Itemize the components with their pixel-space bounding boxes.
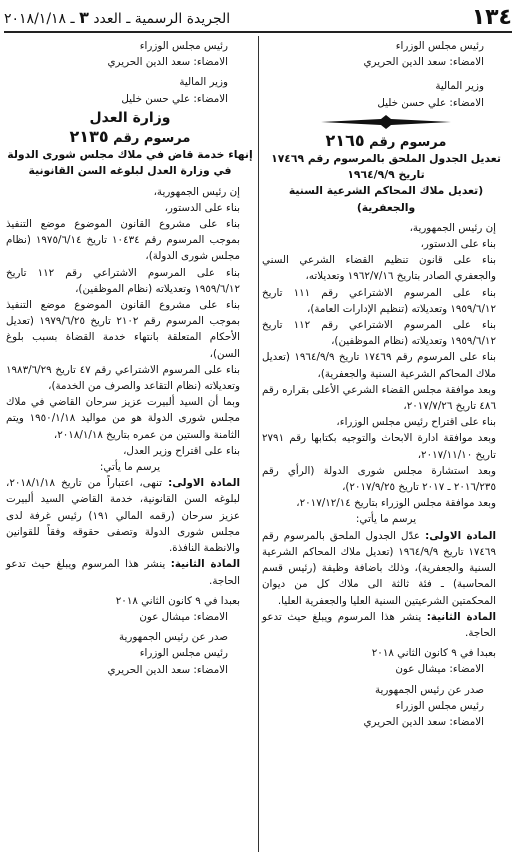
preamble-line: وبما أن السيد ألبيرت عزيز سرحان القاضي في ملاك مجلس شورى الدولة هو من مواليد ١٩٥٠/١/١٨ ويتم الثامنة والستين من عمره بتاريخ ٢٠١٨/١/١٨، bbox=[6, 396, 240, 441]
decree-subject: تاريخ ١٩٦٤/٩/٩ bbox=[347, 168, 425, 182]
preamble-line: بناء على المرسوم الاشتراعي رقم ٤٧ تاريخ ١٩٨٣/٦/٢٩ وتعديلاته (نظام التقاعد والصرف من الخدمة)، bbox=[6, 363, 240, 393]
signature-line: رئيس مجلس الوزراء bbox=[395, 40, 484, 52]
preamble-line: بناء على مشروع القانون الموضوع موضع التنفيذ بموجب المرسوم رقم ١٠٤٣٤ تاريخ ١٩٧٥/٦/١٤ (نظام مجلس شورى الدولة)، bbox=[6, 218, 240, 263]
article-text: تنهى، اعتباراً من تاريخ ٢٠١٨/١/١٨، لبلوغه السن القانونية، خدمة القاضي السيد ألبيرت عزيز سرحان (رقمه المالي ١٩١) رئيس غرفة لدى مجلس شورى الدولة وتصفى حقوقه وفقاً للقوانين والانظمة النافذة. bbox=[6, 477, 240, 555]
ministry-heading: وزارة العدل bbox=[89, 109, 171, 126]
signature-line: صدر عن رئيس الجمهورية bbox=[374, 683, 484, 696]
left-column bbox=[6, 38, 254, 678]
signature-line: صدر عن رئيس الجمهورية bbox=[118, 631, 228, 644]
article-text: ينشر هذا المرسوم ويبلغ حيث تدعو الحاجة. bbox=[6, 558, 240, 587]
decree-label: مرسوم رقم bbox=[369, 134, 447, 150]
issue-number: ٣ bbox=[79, 7, 89, 27]
decree-subject: إنهاء خدمة قاض في ملاك مجلس شورى الدولة bbox=[7, 148, 253, 162]
article-label: المادة الثانية: bbox=[426, 610, 496, 623]
gazette-title: الجريدة الرسمية ـ العدد bbox=[93, 10, 231, 27]
signature-line: الامضاء: سعد الدين الحريري bbox=[107, 56, 228, 69]
article-2 bbox=[6, 556, 254, 588]
article-label: المادة الاولى: bbox=[168, 477, 240, 490]
header-rule bbox=[4, 31, 512, 33]
dated-line: بعبدا في ٩ كانون الثاني ٢٠١٨ bbox=[115, 594, 240, 607]
decree-subject: (تعديل ملاك المحاكم الشرعية السنية والجعفرية) bbox=[288, 184, 484, 214]
preamble-line: بناء على المرسوم الاشتراعي رقم ١١٢ تاريخ ١٩٥٩/٦/١٢ وتعديلاته (نظام الموظفين)، bbox=[262, 319, 496, 348]
preamble-line: بناء على الدستور، bbox=[420, 238, 496, 251]
signature-block-top bbox=[6, 38, 254, 107]
preamble-line: وبعد موافقة مجلس الوزراء بتاريخ ٢٠١٧/١٢/١٤، bbox=[296, 497, 496, 510]
signature-line: رئيس مجلس الوزراء bbox=[395, 699, 484, 712]
signature-line: الامضاء: علي حسن خليل bbox=[121, 92, 228, 105]
page-header bbox=[4, 4, 512, 30]
article-label: المادة الاولى: bbox=[425, 529, 496, 542]
article-text: ينشر هذا المرسوم ويبلغ حيث تدعو الحاجة. bbox=[262, 610, 496, 639]
signature-line: الامضاء: سعد الدين الحريري bbox=[363, 715, 484, 728]
signature-line: الامضاء: سعد الدين الحريري bbox=[363, 56, 484, 69]
issue-date: ـ ٢٠١٨/١/١٨ bbox=[4, 10, 75, 27]
running-title bbox=[4, 8, 230, 27]
signature-line: رئيس مجلس الوزراء bbox=[139, 647, 228, 660]
preamble-line: وبعد موافقة مجلس القضاء الشرعي الأعلى بقراره رقم ٤٨٦ تاريخ ٢٠١٧/٧/٢٦، bbox=[262, 383, 496, 413]
signature-line: الامضاء: علي حسن خليل bbox=[377, 96, 484, 109]
separator-ornament bbox=[262, 115, 510, 129]
decree-label: مرسوم رقم bbox=[113, 131, 191, 147]
decree-number: ٢١٣٥ bbox=[69, 127, 109, 147]
preamble-line: بناء على اقتراح رئيس مجلس الوزراء، bbox=[336, 416, 496, 429]
decree-number: ٢١٦٥ bbox=[325, 130, 365, 150]
preamble-line: بناء على اقتراح وزير العدل، bbox=[123, 444, 240, 457]
decrees-line: يرسم ما يأتي: bbox=[355, 513, 417, 526]
decree-title bbox=[6, 129, 254, 147]
preamble-line: بناء على المرسوم رقم ١٧٤٦٩ تاريخ ١٩٦٤/٩/٩ (تعديل ملاك المحاكم الشرعية السنية والجعفرية)، bbox=[262, 351, 496, 380]
article-2 bbox=[262, 609, 510, 641]
article-text: عدّل الجدول الملحق بالمرسوم رقم ١٧٤٦٩ تاريخ ١٩٦٤/٩/٩ (تعديل ملاك المحاكم الشرعية السنية والجعفرية)، وذلك باضافة وظيفة (رئيس قسم المحاسبة) ـ فئة ثالثة الى ملاك كل من ديوان المحكمتين الشرعيتين السنية العليا والجعفرية العليا. bbox=[262, 529, 496, 607]
decrees-line: يرسم ما يأتي: bbox=[99, 461, 161, 474]
signature-line: الامضاء: سعد الدين الحريري bbox=[107, 663, 228, 676]
preamble-line: وبعد استشارة مجلس شورى الدولة (الرأي رقم ٢٠١٦/٢٣٥ ـ ٢٠١٧ تاريخ ٢٠١٧/٩/٢٥)، bbox=[262, 464, 496, 494]
decree-title bbox=[262, 130, 510, 151]
preamble-line: إن رئيس الجمهورية، bbox=[409, 221, 496, 234]
preamble-line: وبعد موافقة ادارة الابحاث والتوجيه بكتابها رقم ٢٧٩١ تاريخ ٢٠١٧/١١/١٠، bbox=[262, 432, 496, 461]
page-number: ١٣٤ bbox=[471, 4, 512, 30]
article-1 bbox=[262, 528, 510, 609]
signature-line: الامضاء: ميشال عون bbox=[395, 663, 484, 676]
column-divider bbox=[258, 36, 259, 852]
decree-subject: تعديل الجدول الملحق بالمرسوم رقم ١٧٤٦٩ bbox=[271, 152, 501, 166]
signature-line: الامضاء: ميشال عون bbox=[139, 610, 228, 623]
preamble-line: بناء على قانون تنظيم القضاء الشرعي السني والجعفري الصادر بتاريخ ١٩٦٢/٧/١٦ وتعديلاته، bbox=[262, 254, 496, 283]
right-column bbox=[262, 38, 510, 730]
signature-block-bottom bbox=[262, 645, 510, 730]
dated-line: بعبدا في ٩ كانون الثاني ٢٠١٨ bbox=[371, 647, 496, 660]
signature-line: وزير المالية bbox=[179, 76, 228, 89]
article-label: المادة الثانية: bbox=[170, 558, 240, 571]
signature-line: وزير المالية bbox=[435, 80, 484, 93]
article-1 bbox=[6, 475, 254, 556]
preamble-line: بناء على المرسوم الاشتراعي رقم ١١٢ تاريخ ١٩٥٩/٦/١٢ وتعديلاته (نظام الموظفين)، bbox=[6, 266, 240, 295]
decree-subject: في وزارة العدل لبلوغه السن القانونية bbox=[28, 164, 232, 178]
signature-line: رئيس مجلس الوزراء bbox=[139, 40, 228, 52]
signature-block-bottom bbox=[6, 593, 254, 678]
preamble-line: إن رئيس الجمهورية، bbox=[153, 185, 240, 198]
signature-block-top bbox=[262, 38, 510, 111]
preamble-line: بناء على مشروع القانون الموضوع موضع التنفيذ بموجب المرسوم رقم ٢١٠٢ تاريخ ١٩٧٩/٦/٢٥ (تعديل الأحكام المتعلقة بانتهاء خدمة القضاة بسبب بلوغ السن)، bbox=[6, 299, 240, 360]
preamble-line: بناء على المرسوم الاشتراعي رقم ١١١ تاريخ ١٩٥٩/٦/١٢ وتعديلاته (تنظيم الإدارات العامة)، bbox=[262, 286, 496, 315]
preamble-line: بناء على الدستور، bbox=[164, 201, 240, 214]
